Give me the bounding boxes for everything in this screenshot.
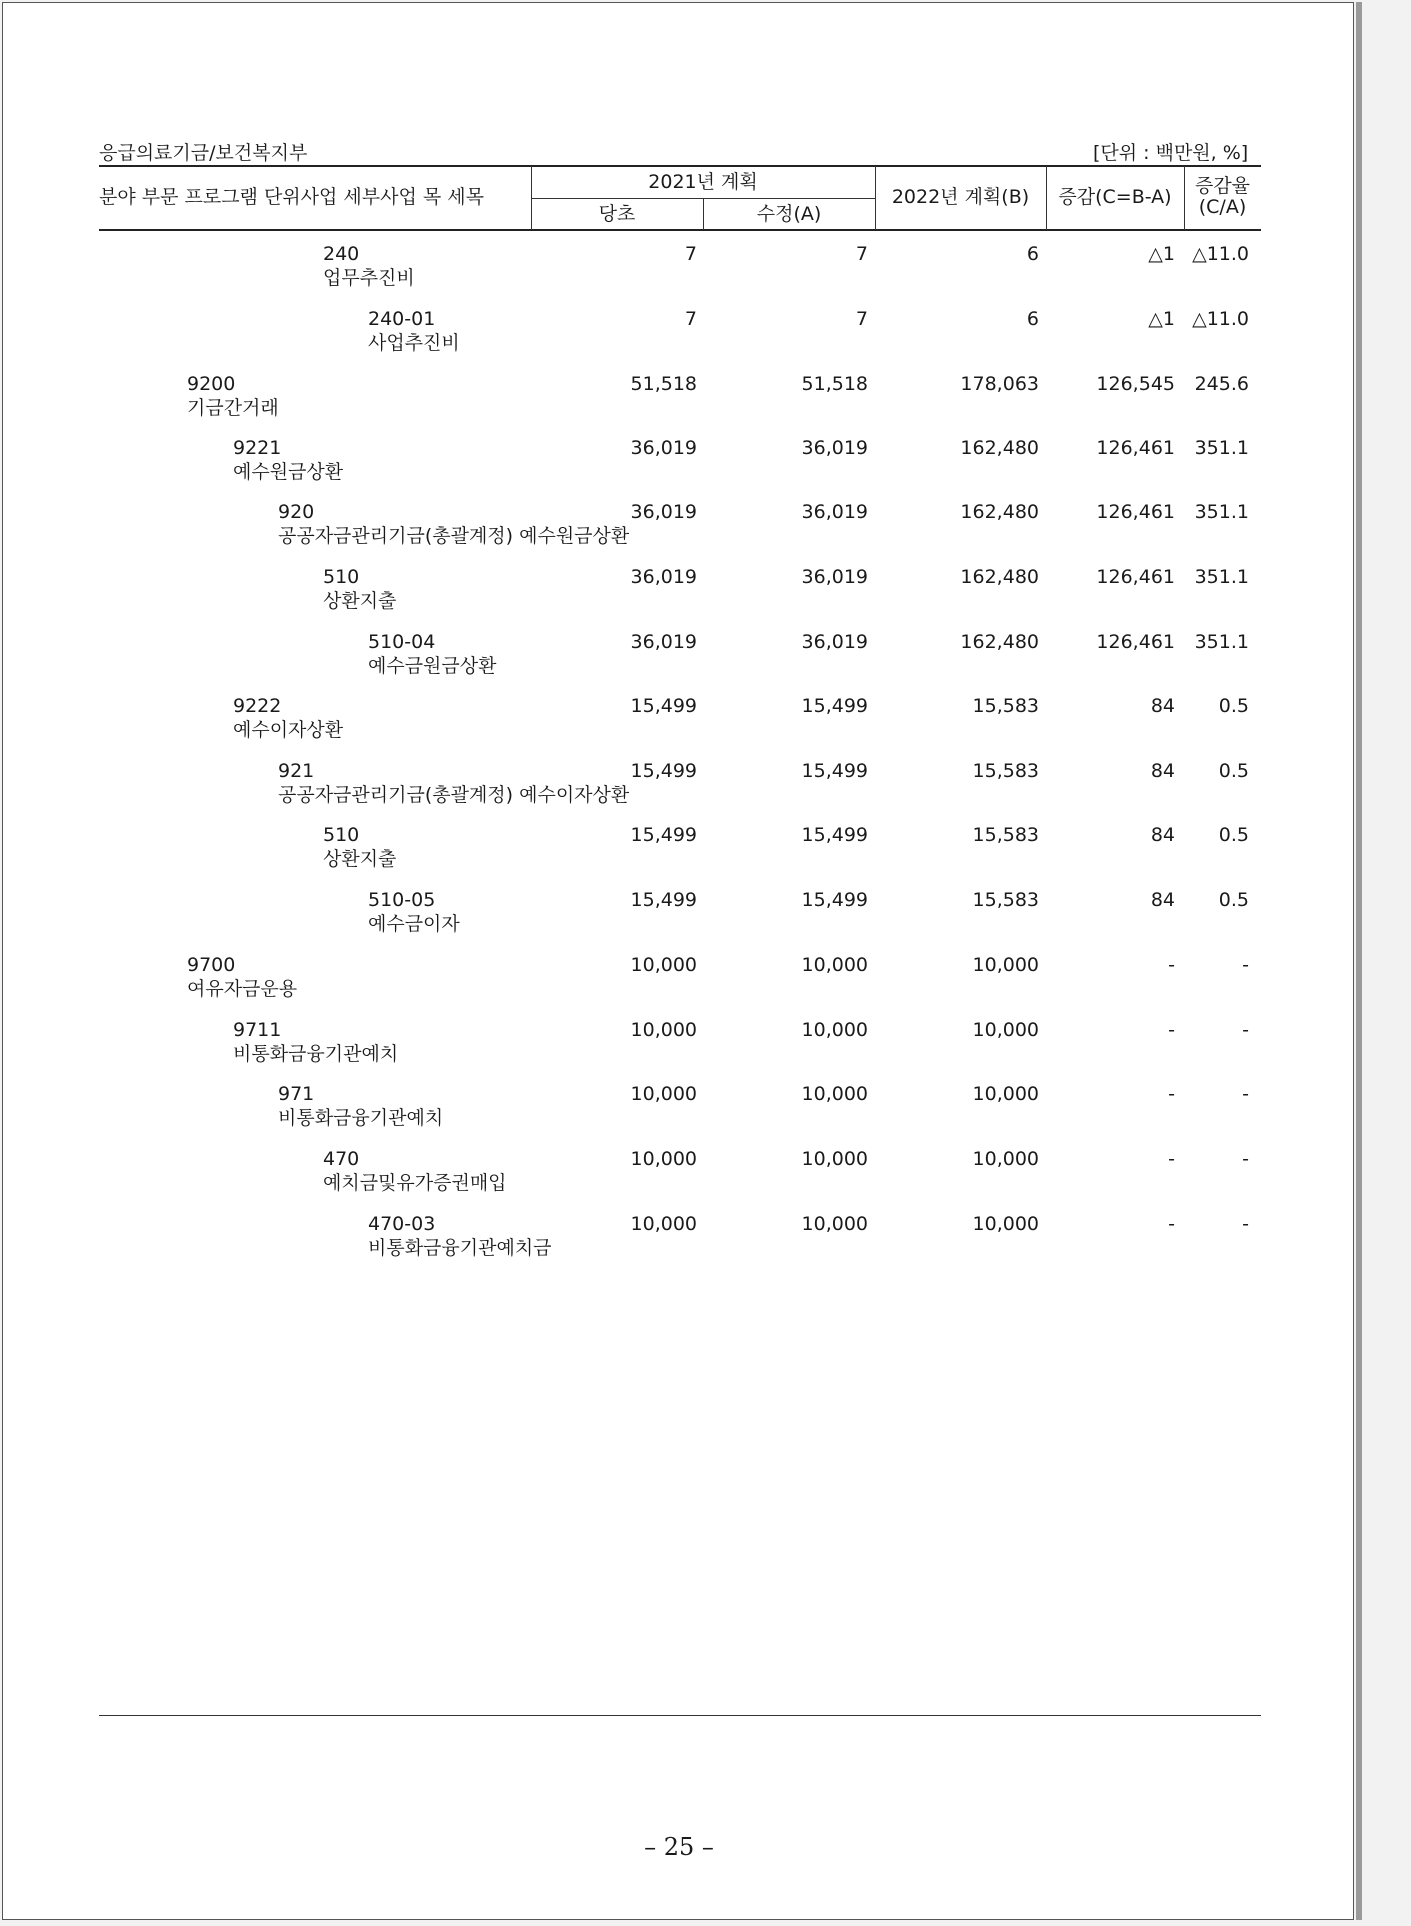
value-plan-2022: 15,583 xyxy=(972,695,1039,717)
row-name: 사업추진비 xyxy=(368,332,460,354)
value-revised: 15,499 xyxy=(801,889,868,911)
table-row xyxy=(3,824,1355,884)
value-original: 15,499 xyxy=(630,889,697,911)
row-code: 470-03 xyxy=(368,1213,436,1235)
row-name: 예수이자상환 xyxy=(233,719,344,741)
row-name: 비통화금융기관예치 xyxy=(278,1107,444,1129)
header-rate-line1: 증감율 xyxy=(1194,175,1251,197)
value-rate: △11.0 xyxy=(1192,243,1249,265)
row-code: 240-01 xyxy=(368,308,436,330)
row-code: 921 xyxy=(278,760,315,782)
value-revised: 10,000 xyxy=(801,1019,868,1041)
value-original: 10,000 xyxy=(630,954,697,976)
footer-rule xyxy=(99,1715,1261,1716)
value-original: 36,019 xyxy=(630,501,697,523)
header-revised: 수정(A) xyxy=(756,203,822,225)
value-change: - xyxy=(1168,1148,1175,1170)
table-row xyxy=(3,308,1355,368)
value-rate: - xyxy=(1242,954,1249,976)
row-name: 예치금및유가증권매입 xyxy=(323,1172,507,1194)
table-row xyxy=(3,889,1355,949)
value-revised: 15,499 xyxy=(801,695,868,717)
value-change: 126,461 xyxy=(1096,631,1175,653)
value-plan-2022: 162,480 xyxy=(960,437,1039,459)
value-rate: 351.1 xyxy=(1194,437,1249,459)
value-change: △1 xyxy=(1148,243,1175,265)
value-original: 36,019 xyxy=(630,437,697,459)
value-revised: 36,019 xyxy=(801,437,868,459)
document-title: 응급의료기금/보건복지부 xyxy=(99,142,308,164)
value-revised: 10,000 xyxy=(801,954,868,976)
value-rate: 0.5 xyxy=(1218,695,1249,717)
row-name: 예수금이자 xyxy=(368,913,460,935)
row-code: 9221 xyxy=(233,437,282,459)
value-change: 126,461 xyxy=(1096,566,1175,588)
header-rate-line2: (C/A) xyxy=(1198,196,1247,218)
row-code: 240 xyxy=(323,243,360,265)
value-rate: - xyxy=(1242,1213,1249,1235)
row-name: 여유자금운용 xyxy=(187,978,298,1000)
table-row xyxy=(3,954,1355,1014)
value-change: 84 xyxy=(1150,889,1175,911)
value-rate: 245.6 xyxy=(1194,373,1249,395)
row-name: 업무추진비 xyxy=(323,267,415,289)
row-code: 920 xyxy=(278,501,315,523)
value-plan-2022: 6 xyxy=(1026,243,1039,265)
value-revised: 10,000 xyxy=(801,1083,868,1105)
row-name: 상환지출 xyxy=(323,590,397,612)
table-row xyxy=(3,1148,1355,1208)
table-row xyxy=(3,243,1355,303)
value-rate: - xyxy=(1242,1083,1249,1105)
value-plan-2022: 10,000 xyxy=(972,954,1039,976)
value-revised: 36,019 xyxy=(801,631,868,653)
value-original: 10,000 xyxy=(630,1083,697,1105)
row-code: 9200 xyxy=(187,373,236,395)
table-row xyxy=(3,1083,1355,1143)
value-original: 51,518 xyxy=(630,373,697,395)
value-plan-2022: 10,000 xyxy=(972,1083,1039,1105)
value-original: 15,499 xyxy=(630,695,697,717)
value-rate: 351.1 xyxy=(1194,566,1249,588)
row-name: 예수원금상환 xyxy=(233,461,344,483)
value-change: 84 xyxy=(1150,695,1175,717)
row-name: 기금간거래 xyxy=(187,397,279,419)
document-page xyxy=(2,2,1354,1920)
row-name: 공공자금관리기금(총괄계정) 예수원금상환 xyxy=(278,525,630,547)
page-number: – 25 – xyxy=(644,1833,714,1861)
value-rate: 351.1 xyxy=(1194,501,1249,523)
table-row xyxy=(3,1213,1355,1273)
row-name: 예수금원금상환 xyxy=(368,655,497,677)
table-row xyxy=(3,373,1355,433)
value-original: 10,000 xyxy=(630,1148,697,1170)
header-category: 분야 부문 프로그램 단위사업 세부사업 목 세목 xyxy=(99,186,484,208)
header-change: 증감(C=B-A) xyxy=(1058,186,1172,208)
value-change: 126,461 xyxy=(1096,437,1175,459)
header-rate xyxy=(1184,176,1261,218)
header-plan-2021: 2021년 계획 xyxy=(648,171,758,193)
value-rate: 0.5 xyxy=(1218,824,1249,846)
value-plan-2022: 10,000 xyxy=(972,1019,1039,1041)
value-rate: △11.0 xyxy=(1192,308,1249,330)
value-plan-2022: 162,480 xyxy=(960,566,1039,588)
row-name: 비통화금융기관예치금 xyxy=(368,1237,552,1259)
row-code: 510 xyxy=(323,566,360,588)
table-row xyxy=(3,566,1355,626)
value-change: 84 xyxy=(1150,760,1175,782)
value-original: 15,499 xyxy=(630,760,697,782)
value-revised: 15,499 xyxy=(801,760,868,782)
value-change: - xyxy=(1168,954,1175,976)
value-plan-2022: 10,000 xyxy=(972,1148,1039,1170)
value-plan-2022: 15,583 xyxy=(972,760,1039,782)
value-rate: - xyxy=(1242,1148,1249,1170)
value-original: 36,019 xyxy=(630,631,697,653)
value-revised: 15,499 xyxy=(801,824,868,846)
row-code: 9700 xyxy=(187,954,236,976)
value-revised: 51,518 xyxy=(801,373,868,395)
value-plan-2022: 162,480 xyxy=(960,631,1039,653)
row-code: 971 xyxy=(278,1083,315,1105)
value-change: △1 xyxy=(1148,308,1175,330)
value-revised: 7 xyxy=(855,243,868,265)
table-row xyxy=(3,501,1355,561)
header-original: 당초 xyxy=(598,203,636,225)
table-header-bottom-rule xyxy=(99,229,1261,231)
value-rate: 0.5 xyxy=(1218,889,1249,911)
value-change: - xyxy=(1168,1019,1175,1041)
value-change: - xyxy=(1168,1083,1175,1105)
value-rate: - xyxy=(1242,1019,1249,1041)
value-original: 7 xyxy=(684,308,697,330)
row-code: 9222 xyxy=(233,695,282,717)
row-name: 비통화금융기관예치 xyxy=(233,1043,399,1065)
value-change: 84 xyxy=(1150,824,1175,846)
value-change: 126,461 xyxy=(1096,501,1175,523)
row-code: 9711 xyxy=(233,1019,282,1041)
table-row xyxy=(3,631,1355,691)
table-row xyxy=(3,760,1355,820)
row-code: 510-05 xyxy=(368,889,436,911)
page-edge-shadow xyxy=(1356,2,1362,1920)
value-revised: 10,000 xyxy=(801,1213,868,1235)
value-original: 10,000 xyxy=(630,1019,697,1041)
value-plan-2022: 6 xyxy=(1026,308,1039,330)
value-plan-2022: 15,583 xyxy=(972,889,1039,911)
value-rate: 0.5 xyxy=(1218,760,1249,782)
value-change: 126,545 xyxy=(1096,373,1175,395)
row-code: 470 xyxy=(323,1148,360,1170)
table-top-rule xyxy=(99,165,1261,167)
value-original: 10,000 xyxy=(630,1213,697,1235)
value-revised: 36,019 xyxy=(801,501,868,523)
value-plan-2022: 162,480 xyxy=(960,501,1039,523)
value-original: 15,499 xyxy=(630,824,697,846)
row-code: 510-04 xyxy=(368,631,436,653)
value-revised: 10,000 xyxy=(801,1148,868,1170)
row-code: 510 xyxy=(323,824,360,846)
table-row xyxy=(3,437,1355,497)
table-row xyxy=(3,1019,1355,1079)
value-plan-2022: 10,000 xyxy=(972,1213,1039,1235)
value-plan-2022: 15,583 xyxy=(972,824,1039,846)
table-row xyxy=(3,695,1355,755)
row-name: 상환지출 xyxy=(323,848,397,870)
value-rate: 351.1 xyxy=(1194,631,1249,653)
value-original: 36,019 xyxy=(630,566,697,588)
value-revised: 7 xyxy=(855,308,868,330)
unit-note: [단위 : 백만원, %] xyxy=(1093,142,1249,164)
value-change: - xyxy=(1168,1213,1175,1235)
header-plan-2022: 2022년 계획(B) xyxy=(891,186,1030,208)
value-original: 7 xyxy=(684,243,697,265)
value-revised: 36,019 xyxy=(801,566,868,588)
row-name: 공공자금관리기금(총괄계정) 예수이자상환 xyxy=(278,784,630,806)
value-plan-2022: 178,063 xyxy=(960,373,1039,395)
